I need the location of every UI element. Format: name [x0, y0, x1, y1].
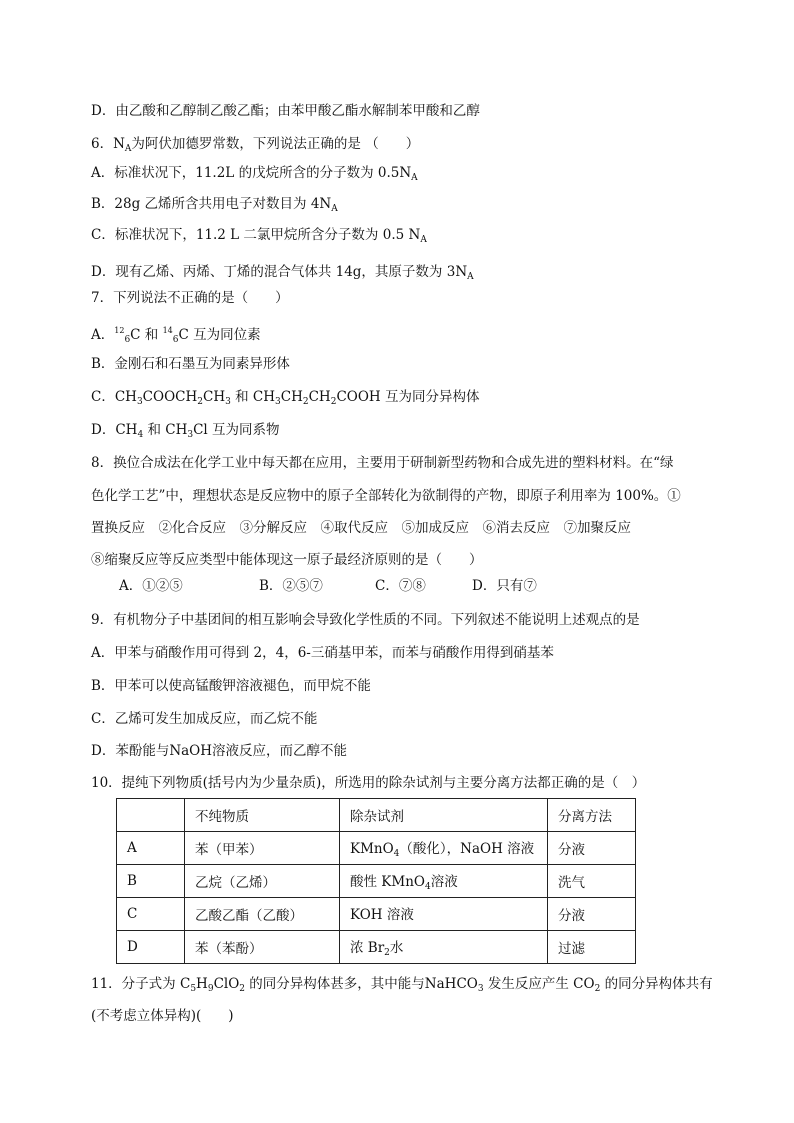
table-row [117, 832, 636, 865]
table-row [117, 931, 636, 964]
table-cell: C [117, 898, 185, 931]
table-cell: 浓 $Br_2$水 [340, 931, 548, 964]
table-header-cell [117, 799, 185, 832]
q8-stem-line4: ⑧缩聚反应等反应类型中能体现这一原子最经济原则的是（ ） [91, 552, 483, 568]
table-row [117, 865, 636, 898]
q9-option-a: A．甲苯与硝酸作用可得到 2，4，6-三硝基甲苯，而苯与硝酸作用得到硝基苯 [91, 645, 554, 661]
table-row [117, 898, 636, 931]
table-cell: 乙烷（乙烯） [185, 865, 340, 898]
q8-stem-line3: 置换反应 ②化合反应 ③分解反应 ④取代反应 ⑤加成反应 ⑥消去反应 ⑦加聚反应 [91, 520, 631, 536]
table-cell: 过滤 [548, 931, 636, 964]
q5-option-d: D．由乙酸和乙醇制乙酸乙酯；由苯甲酸乙酯水解制苯甲酸和乙醇 [91, 103, 480, 119]
q9-option-d: D．苯酚能与NaOH溶液反应，而乙醇不能 [91, 743, 348, 759]
q8-options [119, 577, 537, 595]
table-cell: 苯（甲苯） [185, 832, 340, 865]
q7-option-a: A．$^{12}_6$C 和 $^{14}_6$C 互为同位素 [91, 326, 261, 345]
q7-option-b: B．金刚石和石墨互为同素异形体 [91, 356, 290, 372]
table-header-row [117, 799, 636, 832]
table-cell: 洗气 [548, 865, 636, 898]
q6-option-b: B．28g 乙烯所含共用电子对数目为 $4N_A$ [91, 196, 338, 214]
q6-option-d: D．现有乙烯、丙烯、丁烯的混合气体共 14g，其原子数为 $3N_A$ [91, 264, 474, 282]
q9-option-b: B．甲苯可以使高锰酸钾溶液褪色，而甲烷不能 [91, 678, 371, 694]
q8-option-d: D．只有⑦ [472, 578, 537, 594]
q11-stem-line2: (不考虑立体异构)( ) [91, 1008, 234, 1024]
q6-option-c: C．标准状况下，11.2 L 二氯甲烷所含分子数为 0.5 $N_A$ [91, 227, 427, 245]
q11-stem-line1: 11．分子式为 $C_5H_9ClO_2$ 的同分异构体甚多，其中能与NaHCO$_3$ 发生反应产生 $CO_2$ 的同分异构体共有 [91, 976, 713, 994]
table-header-cell: 除杂试剂 [340, 799, 548, 832]
q10-table [116, 798, 636, 964]
table-cell: KOH 溶液 [340, 898, 548, 931]
q8-option-c: C．⑦⑧ [375, 578, 426, 594]
q8-stem-line2: 色化学工艺”中，理想状态是反应物中的原子全部转化为欲制得的产物，即原子利用率为 100%。① [91, 488, 681, 504]
q7-stem: 7．下列说法不正确的是（ ） [91, 290, 289, 306]
table-cell: 乙酸乙酯（乙酸） [185, 898, 340, 931]
table-cell: 分液 [548, 898, 636, 931]
q9-stem: 9．有机物分子中基团间的相互影响会导致化学性质的不同。下列叙述不能说明上述观点的是 [91, 612, 640, 628]
table-cell: KMnO$_4$（酸化），NaOH 溶液 [340, 832, 548, 865]
table-cell: B [117, 865, 185, 898]
q6-option-a: A．标准状况下，11.2L 的戊烷所含的分子数为 $0.5N_A$ [91, 165, 418, 183]
table-cell: 分液 [548, 832, 636, 865]
table-cell: D [117, 931, 185, 964]
q7-option-d: D．$CH_4$ 和 $CH_3Cl$ 互为同系物 [91, 422, 280, 440]
table-header-cell: 分离方法 [548, 799, 636, 832]
table-header-cell: 不纯物质 [185, 799, 340, 832]
table-cell: A [117, 832, 185, 865]
q8-option-b: B．②⑤⑦ [259, 578, 323, 594]
table-cell: 酸性 KMnO$_4$溶液 [340, 865, 548, 898]
q10-stem: 10．提纯下列物质(括号内为少量杂质)，所选用的除杂试剂与主要分离方法都正确的是（ ） [91, 775, 646, 791]
q9-option-c: C．乙烯可发生加成反应，而乙烷不能 [91, 711, 318, 727]
q8-option-a: A．①②⑤ [119, 578, 183, 594]
table-cell: 苯（苯酚） [185, 931, 340, 964]
q8-stem-line1: 8．换位合成法在化学工业中每天都在应用，主要用于研制新型药物和合成先进的塑料材料。在“绿 [91, 455, 674, 471]
q6-stem: 6．$N_A$为阿伏加德罗常数，下列说法正确的是 （ ） [91, 136, 420, 154]
q7-option-c: C．$CH_3COOCH_2CH_3$ 和 $CH_3CH_2CH_2COOH$ 互为同分异构体 [91, 389, 480, 407]
